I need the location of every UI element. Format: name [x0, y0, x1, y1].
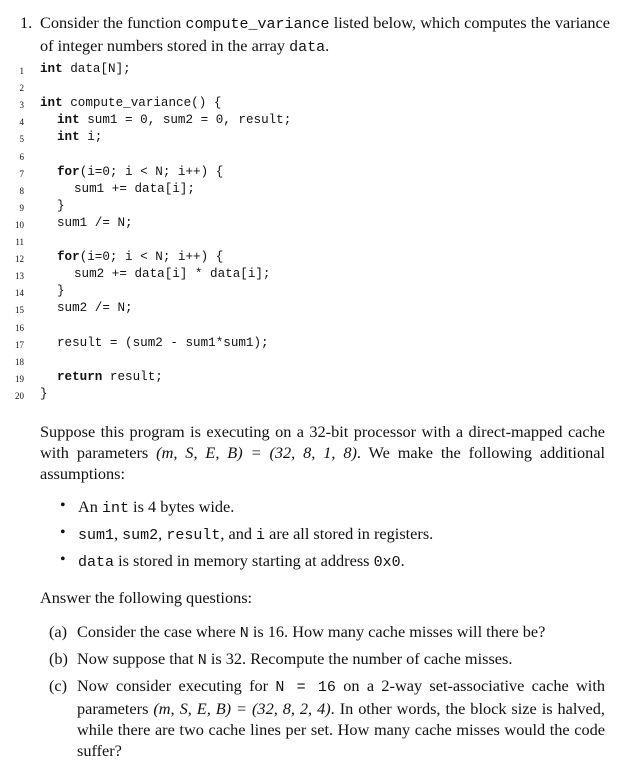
code-line	[0, 319, 625, 336]
code-keyword: int	[40, 62, 63, 76]
inline-text: is 4 bytes wide.	[128, 497, 235, 516]
assumption-text	[78, 524, 433, 544]
code-rest: sum1 /= N;	[57, 215, 133, 230]
bullet-icon: •	[60, 497, 66, 514]
line-number: 4	[19, 117, 24, 128]
function-name: compute_variance	[185, 16, 330, 33]
inline-text: is stored in memory starting at address	[114, 551, 374, 570]
code-text	[40, 62, 131, 76]
line-number: 7	[19, 168, 24, 179]
inline-text: .	[400, 551, 405, 570]
code-rest: compute_variance() {	[62, 96, 222, 111]
inline-text: Now consider executing for	[77, 676, 276, 695]
code-line	[0, 199, 625, 216]
line-number: 8	[19, 185, 24, 196]
inline-text: Consider the case where	[77, 622, 240, 641]
code-keyword: return	[57, 369, 103, 384]
code-text	[57, 284, 65, 298]
inline-code: data	[78, 554, 115, 571]
code-line	[0, 370, 625, 387]
code-text	[57, 336, 269, 350]
inline-code: N = 16	[275, 679, 336, 696]
code-keyword: for	[57, 250, 80, 265]
code-keyword: int	[57, 113, 80, 128]
code-text	[74, 182, 195, 196]
code-keyword: int	[57, 130, 80, 145]
line-number: 14	[15, 288, 24, 299]
code-text	[57, 216, 133, 230]
inline-text: , and	[220, 524, 257, 543]
array-name: data	[289, 39, 326, 56]
answer-intro: Answer the following questions:	[40, 588, 253, 607]
inline-code: N	[239, 625, 249, 642]
subquestion-text	[77, 675, 605, 761]
code-rest: sum2 += data[i] * data[i];	[74, 267, 271, 282]
code-rest: sum2 /= N;	[57, 301, 133, 316]
code-rest: sum1 += data[i];	[74, 181, 195, 196]
code-line	[0, 387, 625, 404]
line-number: 15	[15, 305, 24, 316]
inline-text: . In other words, the block size is halved, while there are two cache lines per set. How many cache misses would the code suffer?	[77, 699, 605, 760]
bullet-icon: •	[60, 551, 66, 568]
line-number: 13	[15, 271, 24, 282]
inline-code: sum1	[78, 527, 115, 544]
code-line	[0, 113, 625, 130]
assumption-item	[58, 497, 608, 521]
assumption-text	[78, 497, 234, 517]
intro-text-b: listed below, which computes the variance of integer numbers stored in the array	[40, 13, 610, 55]
code-line	[0, 79, 625, 96]
code-line	[0, 130, 625, 147]
assumption-text	[78, 551, 405, 571]
line-number: 11	[15, 237, 24, 247]
code-line	[0, 216, 625, 233]
cache-params-math: (m, S, E, B) = (32, 8, 1, 8)	[156, 443, 357, 462]
code-line	[0, 148, 625, 165]
inline-code: N	[197, 652, 207, 669]
code-rest: result = (sum2 - sum1*sum1);	[57, 335, 269, 350]
subquestion-a	[49, 621, 605, 644]
code-line	[0, 250, 625, 267]
code-line	[0, 267, 625, 284]
inline-code: i	[256, 527, 266, 544]
code-rest: data[N];	[62, 62, 131, 76]
line-number: 9	[19, 202, 24, 213]
inline-text: An	[78, 497, 102, 516]
subquestion-label: (b)	[49, 649, 68, 668]
inline-code: sum2	[122, 527, 159, 544]
code-rest: result;	[102, 369, 163, 384]
inline-code: int	[101, 500, 129, 517]
question-number: 1.	[20, 13, 33, 32]
code-rest: (i=0; i < N; i++) {	[79, 250, 224, 265]
inline-text: ,	[114, 524, 123, 543]
code-text	[57, 199, 65, 213]
code-rest: i;	[79, 130, 103, 145]
subquestion-label: (a)	[49, 622, 68, 641]
inline-code: 0x0	[373, 554, 401, 571]
code-keyword: for	[57, 164, 80, 179]
code-text	[57, 113, 291, 127]
inline-text: ,	[158, 524, 167, 543]
code-rest: (i=0; i < N; i++) {	[79, 164, 224, 179]
code-text	[74, 267, 271, 281]
subquestion-label: (c)	[49, 676, 68, 695]
code-line	[0, 182, 625, 199]
line-number: 3	[19, 100, 24, 111]
intro-text-c: .	[325, 36, 330, 55]
code-text	[57, 370, 163, 384]
question-header	[20, 12, 610, 58]
line-number: 20	[15, 390, 24, 401]
code-text	[57, 130, 102, 144]
code-rest: sum1 = 0, sum2 = 0, result;	[79, 113, 292, 128]
inline-text: is 32. Recompute the number of cache misses.	[206, 649, 513, 668]
setup-paragraph	[40, 421, 605, 484]
intro-text-a: Consider the function	[40, 13, 186, 32]
code-rest: }	[57, 198, 65, 213]
subquestion-c	[49, 675, 605, 761]
code-line	[0, 165, 625, 182]
inline-text: on a 2-way set-associative cache with parameters	[77, 676, 605, 718]
code-line	[0, 336, 625, 353]
line-number: 18	[15, 356, 24, 367]
inline-text: Now suppose that	[77, 649, 198, 668]
line-number: 6	[19, 151, 24, 162]
line-number: 16	[15, 322, 24, 333]
code-text	[57, 301, 133, 315]
code-line	[0, 353, 625, 370]
code-line	[0, 96, 625, 113]
subquestion-b	[49, 648, 605, 671]
code-line	[0, 301, 625, 318]
code-rest: }	[40, 386, 48, 401]
line-number: 19	[15, 373, 24, 384]
assumption-item	[58, 551, 608, 575]
code-text	[57, 165, 223, 179]
line-number: 5	[19, 134, 24, 145]
line-number: 12	[15, 254, 24, 265]
line-number: 1	[19, 66, 24, 76]
inline-code: result	[166, 527, 221, 544]
assumption-item	[58, 524, 608, 548]
subquestion-text	[77, 648, 605, 671]
code-line	[0, 233, 625, 250]
inline-text: is 16. How many cache misses will there be?	[248, 622, 546, 641]
code-keyword: int	[40, 96, 63, 111]
setup-text-b: . We make the following additional assumptions:	[40, 443, 605, 483]
code-text	[40, 387, 48, 401]
code-line	[0, 284, 625, 301]
setup-text-a: Suppose this program is executing on a 32-bit processor with a direct-mapped cache with parameters	[40, 422, 605, 462]
line-number: 17	[15, 339, 24, 350]
code-text	[57, 250, 223, 264]
question-intro	[40, 12, 610, 58]
bullet-icon: •	[60, 524, 66, 541]
subquestion-text	[77, 621, 605, 644]
code-text	[40, 96, 221, 110]
line-number: 10	[15, 219, 24, 230]
code-rest: }	[57, 284, 65, 299]
line-number: 2	[19, 83, 24, 94]
inline-text: are all stored in registers.	[265, 524, 434, 543]
code-line	[0, 62, 625, 79]
inline-math: (m, S, E, B) = (32, 8, 2, 4)	[153, 699, 331, 718]
